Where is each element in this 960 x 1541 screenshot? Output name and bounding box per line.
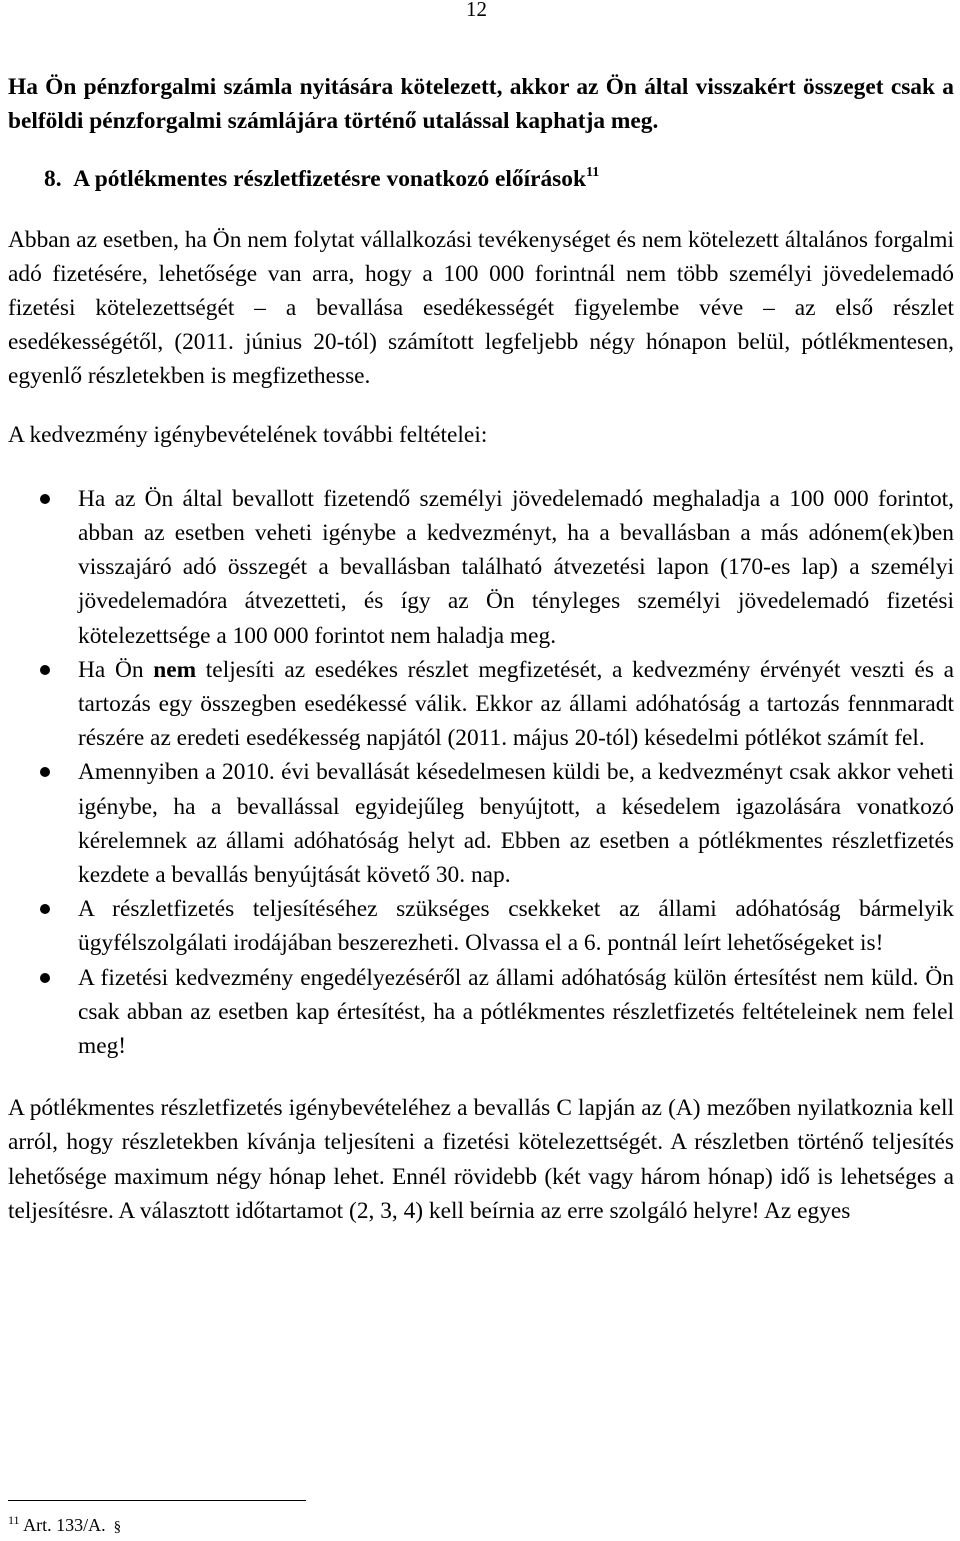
footnote-reference: 11	[585, 165, 600, 181]
list-item-text-post: teljesíti az esedékes részlet megfizetését, a kedvezmény érvényét veszti és a tartozás egy összegben esedékessé válik. Ekkor az állami adóhatóság a tartozás fennmaradt részére az eredeti esedékesség napjától (2011. május 20-tól) késedelmi pótlékot számít fel.	[78, 656, 954, 752]
footnote-separator	[8, 1500, 306, 1501]
list-item-text: Amennyiben a 2010. évi bevallását késedelmesen küldi be, a kedvezményt csak akkor veheti igénybe, ha a bevallással egyidejűleg benyújtott, a késedelem igazolására vonatkozó kérelemnek az állami adóhatóság helyt ad. Ebben az esetben a pótlékmentes részletfizetés kezdete a bevallás benyújtását követő 30. nap.	[78, 759, 954, 889]
footnote	[8, 1512, 121, 1540]
intro-bold-paragraph: Ha Ön pénzforgalmi számla nyitására kötelezett, akkor az Ön által visszakért összeget csak a belföldi pénzforgalmi számlájára történő utalással kaphatja meg.	[8, 74, 954, 135]
list-item-text-bold: nem	[153, 656, 197, 683]
list-item	[8, 961, 954, 1064]
list-item-text: Ha az Ön által bevallott fizetendő személyi jövedelemadó meghaladja a 100 000 forintot, abban az esetben veheti igénybe a kedvezményt, ha a bevallásban a más adónem(ek)ben visszajáró adó összegét a bevallásban található átvezetési lapon (170-es lap) a személyi jövedelemadóra átvezetteti, és így az Ön tényleges személyi jövedelemadó fizetési kötelezettsége a 100 000 forintot nem haladja meg.	[78, 485, 954, 649]
section-mark: §	[113, 1519, 122, 1535]
bullet-icon	[40, 767, 50, 777]
bullet-icon	[40, 973, 50, 983]
conditions-intro: A kedvezmény igénybevételének további feltételei:	[8, 421, 488, 448]
list-item-text: A részletfizetés teljesítéséhez szükséges csekkeket az állami adóhatóság bármelyik ügyfélszolgálati irodájában beszerezheti. Olvassa el a 6. pontnál leírt lehetőségeket is!	[78, 896, 954, 957]
footnote-number: 11	[8, 1513, 20, 1527]
bullet-icon	[40, 665, 50, 675]
page-number: 12	[466, 0, 487, 21]
bullet-icon	[40, 904, 50, 914]
bullet-icon	[40, 494, 50, 504]
section-number: 8.	[44, 166, 62, 193]
list-item	[8, 892, 954, 960]
list-item	[8, 755, 954, 892]
conditions-list	[8, 482, 954, 1063]
footnote-text: Art. 133/A.	[23, 1515, 106, 1535]
section-title: A pótlékmentes részletfizetésre vonatkozó előírások	[73, 166, 586, 193]
list-item	[8, 653, 954, 756]
list-item-text-pre: Ha Ön	[78, 656, 154, 683]
list-item-text: A fizetési kedvezmény engedélyezéséről az állami adóhatóság külön értesítést nem küld. Ön csak abban az esetben kap értesítést, ha a pótlékmentes részletfizetés feltételeinek nem felel meg!	[78, 964, 954, 1060]
body-paragraph-final: A pótlékmentes részletfizetés igénybevételéhez a bevallás C lapján az (A) mezőben nyilatkoznia kell arról, hogy részletekben kívánja teljesíteni a fizetési kötelezettségét. A részletben történő teljesítés lehetősége maximum négy hónap lehet. Ennél rövidebb (két vagy három hónap) idő is lehetséges a teljesítésre. A választott időtartamot (2, 3, 4) kell beírnia az erre szolgáló helyre! Az egyes	[8, 1095, 954, 1224]
body-paragraph-1: Abban az esetben, ha Ön nem folytat vállalkozási tevékenységet és nem kötelezett általános forgalmi adó fizetésére, lehetősége van arra, hogy a 100 000 forintnál nem több személyi jövedelemadó fizetési kötelezettségét – a bevallása esedékességét figyelembe véve – az első részlet esedékességétől, (2011. június 20-tól) számított legfeljebb négy hónapon belül, pótlékmentesen, egyenlő részletekben is megfizethesse.	[8, 226, 954, 390]
section-heading	[8, 162, 954, 196]
document-body	[8, 70, 954, 1228]
list-item	[8, 482, 954, 653]
